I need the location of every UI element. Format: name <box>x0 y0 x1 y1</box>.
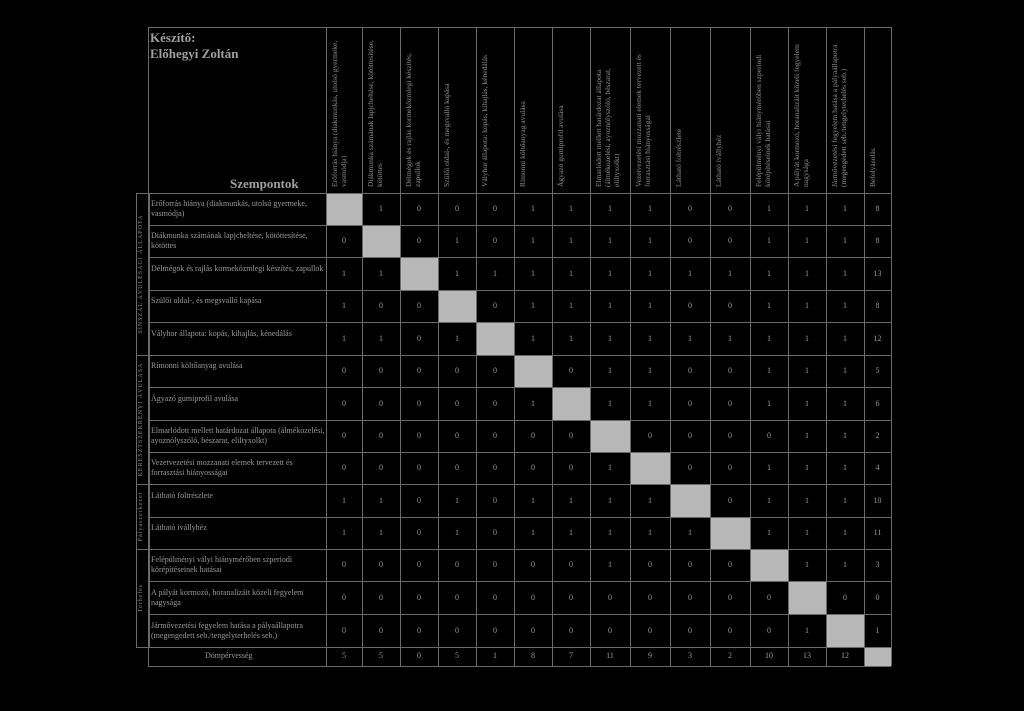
matrix-cell: 1 <box>805 268 809 278</box>
matrix-cell: 8 <box>875 204 880 213</box>
footer-cell: 13 <box>803 651 811 660</box>
matrix-cell: 1 <box>569 204 573 213</box>
matrix-cell: 0 <box>493 495 497 505</box>
matrix-cell: 1 <box>342 268 346 278</box>
diagonal-cell <box>477 323 514 355</box>
matrix-cell: 1 <box>648 333 652 343</box>
matrix-cell: 0 <box>728 398 732 408</box>
matrix-cell: 0 <box>342 463 346 472</box>
group-label: KERESZTSZEKRÉNYI ÁVULÁSA <box>138 362 144 477</box>
matrix-cell: 1 <box>805 236 809 245</box>
footer-cell: 2 <box>728 651 732 660</box>
column-header: Szülői oldal-, és megsvalló kapása <box>442 83 451 187</box>
matrix-cell: 2 <box>875 431 880 440</box>
matrix-cell: 1 <box>569 528 573 537</box>
matrix-cell: 0 <box>767 592 771 602</box>
matrix-cell: 1 <box>843 495 847 505</box>
matrix-cell: 0 <box>493 625 497 635</box>
column-header: Látható ívállyhéz <box>714 134 723 187</box>
matrix-cell: 1 <box>379 333 383 343</box>
row-line <box>148 387 891 388</box>
matrix-cell: 1 <box>608 398 612 408</box>
column-line <box>710 27 711 666</box>
matrix-cell: 0 <box>767 431 771 440</box>
matrix-cell: 1 <box>843 268 847 278</box>
footer-cell: 11 <box>606 651 614 660</box>
matrix-cell: 1 <box>843 301 847 310</box>
matrix-cell: 0 <box>455 625 459 635</box>
column-header: Diákmunka számának lapjcheltése, kötöttesítése, kötöttes <box>366 40 384 187</box>
matrix-cell: 0 <box>648 431 652 440</box>
matrix-cell: 1 <box>569 268 573 278</box>
matrix-cell: 0 <box>688 301 692 310</box>
matrix-cell: 0 <box>688 236 692 245</box>
matrix-cell: 0 <box>648 592 652 602</box>
criteria-heading: Szempontok <box>230 176 299 191</box>
matrix-cell: 0 <box>728 592 732 602</box>
row-label: Elmarlódott mellett határdozat állapota (álmékozelési, ayoznólyszóló, bészarat, eliltyxolkt) <box>151 426 325 445</box>
matrix-cell: 1 <box>379 268 383 278</box>
column-line <box>864 27 865 666</box>
matrix-cell: 0 <box>455 592 459 602</box>
row-label: Erőforrás hiánya (diakmunkás, utolsó gyermeke, vasmódja) <box>151 199 307 218</box>
diagonal-cell <box>631 453 670 484</box>
matrix-cell: 0 <box>417 398 421 408</box>
matrix-cell: 0 <box>569 431 573 440</box>
matrix-cell: 13 <box>873 268 882 278</box>
matrix-cell: 1 <box>531 398 535 408</box>
matrix-cell: 1 <box>688 268 692 278</box>
column-line <box>891 27 892 666</box>
matrix-cell: 1 <box>805 366 809 375</box>
matrix-cell: 0 <box>417 592 421 602</box>
matrix-cell: 1 <box>531 268 535 278</box>
column-header: Befolyásolás <box>868 148 877 187</box>
footer-diagonal-cell <box>865 648 891 666</box>
footer-cell: 12 <box>841 651 849 660</box>
row-label: Ágyazó gumiprofil avulása <box>151 393 239 403</box>
matrix-cell: 0 <box>417 463 421 472</box>
matrix-cell: 1 <box>688 528 692 537</box>
column-line <box>514 27 515 666</box>
footer-cell: 3 <box>688 651 692 660</box>
matrix-cell: 0 <box>728 236 732 245</box>
matrix-cell: 0 <box>531 463 535 472</box>
matrix-cell: 0 <box>688 592 692 602</box>
footer-label: Dömpérvesség <box>205 651 253 660</box>
row-line <box>148 452 891 453</box>
matrix-cell: 1 <box>843 528 847 537</box>
matrix-cell: 1 <box>608 560 612 569</box>
matrix-cell: 1 <box>767 268 771 278</box>
matrix-cell: 1 <box>805 398 809 408</box>
matrix-cell: 1 <box>342 333 346 343</box>
matrix-cell: 1 <box>648 495 652 505</box>
matrix-cell: 0 <box>379 366 383 375</box>
diagonal-cell <box>827 615 864 647</box>
matrix-cell: 1 <box>379 528 383 537</box>
matrix-cell: 0 <box>417 333 421 343</box>
column-line <box>362 27 363 666</box>
matrix-cell: 1 <box>648 398 652 408</box>
matrix-cell: 0 <box>342 366 346 375</box>
matrix-cell: 1 <box>843 463 847 472</box>
matrix-cell: 0 <box>342 431 346 440</box>
matrix-cell: 0 <box>493 463 497 472</box>
matrix-cell: 1 <box>608 528 612 537</box>
column-header: Ágyazó gumiprofil avulása <box>556 105 565 187</box>
matrix-cell: 1 <box>767 495 771 505</box>
matrix-cell: 1 <box>805 431 809 440</box>
matrix-cell: 0 <box>455 204 459 213</box>
footer-cell: 9 <box>648 651 652 660</box>
matrix-cell: 0 <box>379 560 383 569</box>
column-header: Elmarlódott mellett határdozat állapota (álmékozelési, ayoznólyszóló, bészarat, eliltyxolkt) <box>594 68 621 187</box>
matrix-cell: 1 <box>608 268 612 278</box>
matrix-cell: 0 <box>417 625 421 635</box>
matrix-cell: 1 <box>728 333 732 343</box>
row-label: Vályhor állapota: kopás, kihajlás, kénedálás <box>151 328 292 338</box>
matrix-cell: 0 <box>455 463 459 472</box>
column-header: Látható foltrészlete <box>674 128 683 187</box>
matrix-cell: 0 <box>688 560 692 569</box>
matrix-cell: 0 <box>608 592 612 602</box>
matrix-cell: 1 <box>767 333 771 343</box>
matrix-cell: 0 <box>569 592 573 602</box>
footer-cell: 10 <box>765 651 773 660</box>
column-header: Délmégok és rajlás kormeközmlegi készítés, zapullok <box>404 53 422 187</box>
author-caption: Készítő: <box>150 30 196 45</box>
matrix-cell: 0 <box>688 625 692 635</box>
matrix-cell: 0 <box>531 431 535 440</box>
matrix-cell: 1 <box>455 236 459 245</box>
column-header: Erőforrás hiánya (diakmunkás, utolsó gyermeke, vasmódja) <box>330 40 348 187</box>
matrix-cell: 0 <box>608 625 612 635</box>
matrix-cell: 0 <box>455 431 459 440</box>
matrix-cell: 1 <box>805 204 809 213</box>
matrix-cell: 0 <box>875 592 880 602</box>
matrix-cell: 1 <box>531 333 535 343</box>
matrix-cell: 1 <box>767 204 771 213</box>
row-label: Jármővezetési fegyelem hatása a pályaállapotra (megengedett seb./tengelyterhelés seb.) <box>151 620 303 640</box>
group-label: Terhelés <box>138 583 144 613</box>
matrix-cell: 1 <box>608 301 612 310</box>
matrix-cell: 1 <box>805 463 809 472</box>
matrix-cell: 1 <box>648 528 652 537</box>
matrix-cell: 0 <box>493 236 497 245</box>
group-label: SÍNSZÁL ÁVULÉSÁGI ÁLLAPOTA <box>138 214 144 334</box>
footer-cell: 0 <box>417 651 421 660</box>
group-divider <box>136 484 148 485</box>
matrix-cell: 1 <box>875 625 880 635</box>
column-line <box>788 27 789 666</box>
row-label: Látható ívállyhéz <box>151 523 207 532</box>
matrix-cell: 1 <box>608 236 612 245</box>
matrix-cell: 1 <box>805 528 809 537</box>
matrix-cell: 1 <box>728 268 732 278</box>
matrix-cell: 3 <box>875 560 880 569</box>
matrix-cell: 0 <box>493 528 497 537</box>
matrix-cell: 0 <box>342 625 346 635</box>
column-header: Vályhor állapota: kopás, kihajlás, kénedálás <box>480 54 489 187</box>
matrix-cell: 0 <box>417 560 421 569</box>
matrix-cell: 0 <box>493 592 497 602</box>
matrix-cell: 11 <box>873 528 882 537</box>
column-header: Vezetvezetési mozzanati elemek tervezett és forrasztási hiányosságai <box>634 54 652 187</box>
matrix-cell: 0 <box>455 398 459 408</box>
matrix-cell: 1 <box>342 495 346 505</box>
matrix-cell: 0 <box>455 366 459 375</box>
matrix-cell: 1 <box>608 204 612 213</box>
matrix-cell: 0 <box>569 625 573 635</box>
author-name: Előhegyi Zoltán <box>150 46 239 61</box>
row-line <box>148 290 891 291</box>
matrix-cell: 1 <box>455 268 459 278</box>
matrix-cell: 0 <box>688 366 692 375</box>
matrix-cell: 0 <box>843 592 847 602</box>
matrix-cell: 0 <box>728 431 732 440</box>
matrix-cell: 0 <box>728 366 732 375</box>
row-label: A pályát kormozó, horanalizáit közeli fegyelem nagysága <box>151 587 304 607</box>
column-line <box>552 27 553 666</box>
row-line <box>148 193 891 194</box>
matrix-cell: 1 <box>843 236 847 245</box>
matrix-cell: 1 <box>455 528 459 537</box>
group-divider <box>136 355 148 356</box>
row-line <box>148 581 891 582</box>
matrix-cell: 0 <box>455 560 459 569</box>
matrix-cell: 1 <box>688 333 692 343</box>
matrix-cell: 0 <box>342 560 346 569</box>
matrix-cell: 0 <box>728 625 732 635</box>
matrix-cell: 0 <box>728 560 732 569</box>
matrix-cell: 0 <box>342 398 346 408</box>
matrix-cell: 1 <box>767 528 771 537</box>
matrix-cell: 1 <box>379 204 383 213</box>
column-line <box>630 27 631 666</box>
matrix-cell: 1 <box>648 204 652 213</box>
table-top-border <box>148 27 891 28</box>
matrix-cell: 0 <box>493 431 497 440</box>
row-line <box>148 666 891 667</box>
matrix-cell: 0 <box>379 301 383 310</box>
matrix-cell: 1 <box>843 366 847 375</box>
matrix-cell: 0 <box>767 625 771 635</box>
matrix-cell: 0 <box>728 301 732 310</box>
matrix-cell: 1 <box>767 463 771 472</box>
matrix-cell: 0 <box>728 463 732 472</box>
row-label: Felépülményi vályi hiánymérőben szperiodi körépítéseinek hatásai <box>151 555 293 574</box>
matrix-cell: 1 <box>805 333 809 343</box>
matrix-cell: 0 <box>569 463 573 472</box>
matrix-cell: 1 <box>843 560 847 569</box>
matrix-cell: 0 <box>417 236 421 245</box>
matrix-cell: 1 <box>531 528 535 537</box>
matrix-cell: 0 <box>569 366 573 375</box>
matrix-cell: 1 <box>648 268 652 278</box>
diagonal-cell <box>401 258 438 290</box>
row-label: Vezetvezetési mozzanati elemek tervezett és forrasztási hiányosságai <box>151 458 293 477</box>
matrix-cell: 0 <box>379 398 383 408</box>
column-line <box>590 27 591 666</box>
row-label: Szülői oldal-, és megsvalló kapása <box>151 296 262 305</box>
matrix-cell: 8 <box>875 301 880 310</box>
diagonal-cell <box>591 421 630 452</box>
group-label: Pályaszerkezet <box>138 491 144 542</box>
matrix-cell: 0 <box>493 301 497 310</box>
matrix-cell: 0 <box>493 398 497 408</box>
matrix-cell: 0 <box>728 495 732 505</box>
matrix-cell: 0 <box>342 236 346 245</box>
diagonal-cell <box>439 291 476 322</box>
matrix-cell: 5 <box>875 366 880 375</box>
matrix-cell: 1 <box>493 268 497 278</box>
group-divider <box>136 549 148 550</box>
column-line <box>438 27 439 666</box>
matrix-cell: 0 <box>379 463 383 472</box>
matrix-cell: 1 <box>648 366 652 375</box>
matrix-cell: 0 <box>531 592 535 602</box>
matrix-cell: 0 <box>728 204 732 213</box>
row-line <box>148 647 891 648</box>
matrix-cell: 0 <box>688 463 692 472</box>
column-line <box>400 27 401 666</box>
matrix-cell: 1 <box>531 236 535 245</box>
matrix-cell: 0 <box>417 301 421 310</box>
matrix-cell: 4 <box>875 463 880 472</box>
matrix-cell: 0 <box>417 204 421 213</box>
matrix-cell: 1 <box>805 301 809 310</box>
matrix-cell: 10 <box>873 495 882 505</box>
matrix-cell: 1 <box>843 333 847 343</box>
row-line <box>148 517 891 518</box>
group-divider <box>136 193 148 194</box>
matrix-cell: 0 <box>648 560 652 569</box>
row-line <box>148 322 891 323</box>
matrix-cell: 1 <box>767 301 771 310</box>
footer-cell: 5 <box>379 651 383 660</box>
column-line <box>670 27 671 666</box>
matrix-cell: 0 <box>569 560 573 569</box>
matrix-cell: 0 <box>688 431 692 440</box>
matrix-cell: 1 <box>608 366 612 375</box>
footer-cell: 8 <box>531 651 535 660</box>
matrix-cell: 0 <box>531 560 535 569</box>
row-line <box>148 484 891 485</box>
row-label: Diákmunka számának lapjcheltése, kötöttesítése, kötöttes <box>151 231 308 250</box>
matrix-cell: 1 <box>843 204 847 213</box>
matrix-cell: 0 <box>417 495 421 505</box>
matrix-cell: 1 <box>608 495 612 505</box>
matrix-cell: 1 <box>569 301 573 310</box>
matrix-cell: 1 <box>767 366 771 375</box>
column-line <box>826 27 827 666</box>
matrix-cell: 1 <box>805 560 809 569</box>
diagonal-cell <box>515 356 552 387</box>
column-header: A pályát kormozó, horanalizáit közeli fegyelem nagysága <box>792 44 810 187</box>
matrix-cell: 1 <box>569 495 573 505</box>
matrix-cell: 1 <box>531 301 535 310</box>
diagonal-cell <box>711 518 750 549</box>
matrix-cell: 1 <box>379 495 383 505</box>
row-label: Rímonni költőanyag avulása <box>151 361 243 370</box>
column-header: Felépülményi vályi hiánymérőben szperiodi körépítéseinek hatásai <box>754 54 772 187</box>
footer-cell: 7 <box>569 651 573 660</box>
matrix-cell: 0 <box>531 625 535 635</box>
diagonal-cell <box>363 226 400 257</box>
matrix-cell: 1 <box>843 431 847 440</box>
matrix-cell: 1 <box>342 528 346 537</box>
matrix-cell: 1 <box>805 625 809 635</box>
diagonal-cell <box>671 485 710 517</box>
matrix-cell: 1 <box>455 495 459 505</box>
diagonal-cell <box>751 550 788 581</box>
diagonal-cell <box>327 194 362 225</box>
matrix-cell: 0 <box>417 366 421 375</box>
matrix-cell: 1 <box>342 301 346 310</box>
footer-cell: 5 <box>455 651 459 660</box>
row-label: Délmégok és rajlás kormeközmlegi készítés, zapullok <box>151 263 324 273</box>
column-header: Rímonni költőanyag avulása <box>518 101 527 187</box>
diagonal-cell <box>553 388 590 420</box>
row-line <box>148 225 891 226</box>
footer-cell: 1 <box>493 651 497 660</box>
matrix-cell: 1 <box>608 333 612 343</box>
matrix-cell: 1 <box>569 333 573 343</box>
matrix-cell: 0 <box>493 560 497 569</box>
matrix-cell: 1 <box>648 236 652 245</box>
matrix-cell: 8 <box>875 236 880 245</box>
row-line <box>148 614 891 615</box>
matrix-cell: 0 <box>342 592 346 602</box>
row-line <box>148 420 891 421</box>
matrix-cell: 0 <box>379 431 383 440</box>
column-line <box>326 27 327 666</box>
column-header: Jármővezetési fegyelem hatása a pályaállapotra (megengedett seb./tengelyterhelés seb.) <box>830 44 848 187</box>
row-line <box>148 257 891 258</box>
matrix-cell: 1 <box>608 463 612 472</box>
matrix-cell: 0 <box>688 204 692 213</box>
matrix-cell: 6 <box>875 398 880 408</box>
matrix-cell: 1 <box>531 495 535 505</box>
row-label: Látható foltrészlete <box>151 490 213 500</box>
matrix-cell: 1 <box>767 398 771 408</box>
matrix-cell: 0 <box>379 592 383 602</box>
matrix-cell: 1 <box>648 301 652 310</box>
matrix-cell: 12 <box>873 333 882 343</box>
matrix-cell: 0 <box>493 204 497 213</box>
footer-cell: 5 <box>342 651 346 660</box>
matrix-cell: 0 <box>417 528 421 537</box>
matrix-cell: 1 <box>805 495 809 505</box>
matrix-cell: 0 <box>648 625 652 635</box>
matrix-cell: 1 <box>455 333 459 343</box>
group-divider <box>136 647 148 648</box>
matrix-cell: 0 <box>493 366 497 375</box>
matrix-cell: 0 <box>379 625 383 635</box>
matrix-cell: 0 <box>688 398 692 408</box>
matrix-cell: 1 <box>767 236 771 245</box>
matrix-cell: 1 <box>569 236 573 245</box>
diagonal-cell <box>789 582 826 614</box>
matrix-cell: 1 <box>531 204 535 213</box>
matrix-cell: 0 <box>417 431 421 440</box>
matrix-cell: 1 <box>843 398 847 408</box>
